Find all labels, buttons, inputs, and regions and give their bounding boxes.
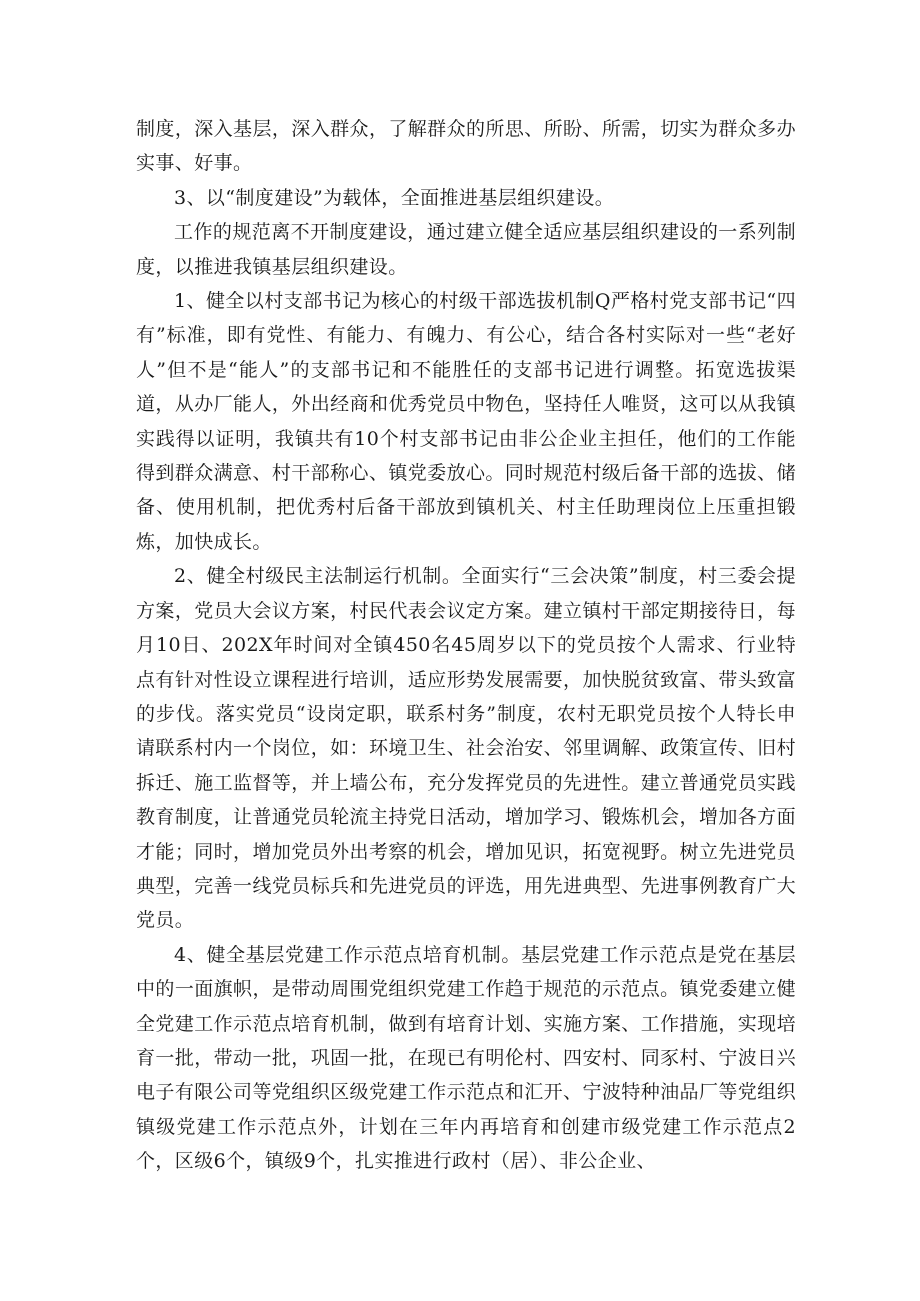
paragraph-intro: 工作的规范离不开制度建设，通过建立健全适应基层组织建设的一系列制度，以推进我镇基层组织建设。 <box>136 221 796 278</box>
paragraph-item-2: 2、健全村级民主法制运行机制。全面实行“三会决策”制度，村三委会提方案，党员大会议方案，村民代表会议定方案。建立镇村干部定期接待日，每月10日、202X年时间对全镇450名45周岁以下的党员按个人需求、行业特点有针对性设立课程进行培训，适应形势发展需要，加快脱贫致富、带头致富的步伐。落实党员“设岗定职，联系村务”制度，农村无职党员按个人特长申请联系村内一个岗位，如：环境卫生、社会治安、邻里调解、政策宣传、旧村拆迁、施工监督等，并上墙公布，充分发挥党员的先进性。建立普通党员实践教育制度，让普通党员轮流主持党日活动，增加学习、锻炼机会，增加各方面才能；同时，增加党员外出考察的机会，增加见识，拓宽视野。树立先进党员典型，完善一线党员标兵和先进党员的评选，用先进典型、先进事例教育广大党员。 <box>136 565 796 932</box>
document-body <box>136 112 796 1179</box>
paragraph-item-1: 1、健全以村支部书记为核心的村级干部选拔机制Q严格村党支部书记“四有”标准，即有党性、有能力、有魄力、有公心，结合各村实际对一些“老好人”但不是“能人”的支部书记和不能胜任的支部书记进行调整。拓宽选拔渠道，从办厂能人，外出经商和优秀党员中物色，坚持任人唯贤，这可以从我镇实践得以证明，我镇共有10个村支部书记由非公企业主担任，他们的工作能得到群众满意、村干部称心、镇党委放心。同时规范村级后备干部的选拔、储备、使用机制，把优秀村后备干部放到镇机关、村主任助理岗位上压重担锻炼，加快成长。 <box>136 290 796 553</box>
paragraph-item-4: 4、健全基层党建工作示范点培育机制。基层党建工作示范点是党在基层中的一面旗帜，是带动周围党组织党建工作趋于规范的示范点。镇党委建立健全党建工作示范点培育机制，做到有培育计划、实施方案、工作措施，实现培育一批，带动一批，巩固一批，在现已有明伦村、四安村、同豕村、宁波日兴电子有限公司等党组织区级党建工作示范点和汇开、宁波特种油品厂等党组织镇级党建工作示范点外，计划在三年内再培育和创建市级党建工作示范点2个，区级6个，镇级9个，扎实推进行政村（居）、非公企业、 <box>136 943 796 1173</box>
paragraph-section-heading: 3、以“制度建设”为载体，全面推进基层组织建设。 <box>174 186 615 209</box>
paragraph-continuation: 制度，深入基层，深入群众，了解群众的所思、所盼、所需，切实为群众多办实事、好事。 <box>136 118 796 175</box>
